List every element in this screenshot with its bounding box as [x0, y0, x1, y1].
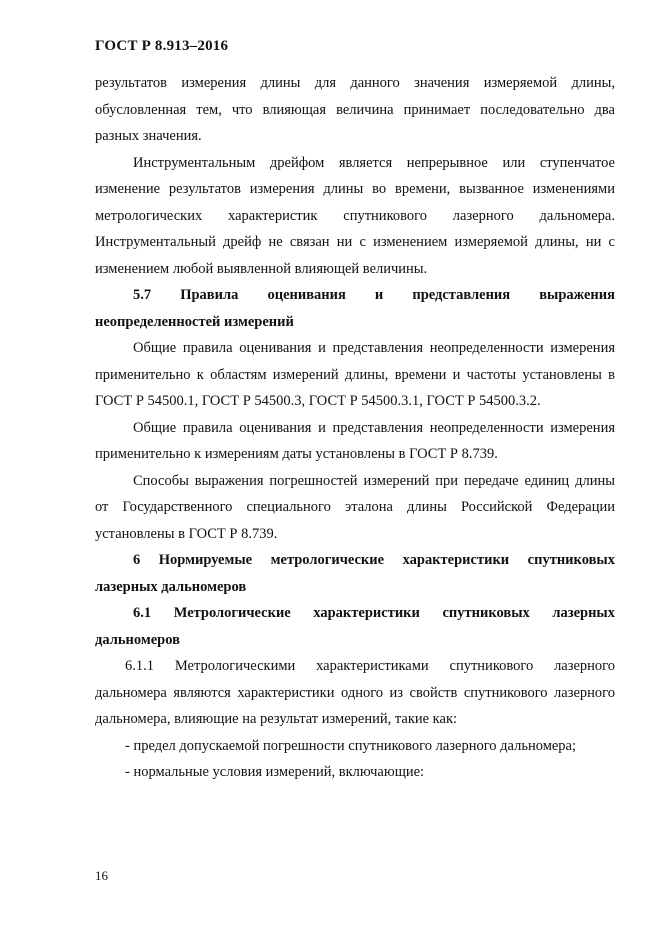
document-body — [95, 70, 615, 786]
paragraph-instrumental-drift: Инструментальным дрейфом является непрерывное или ступенчатое изменение результатов измерения длины во времени, вызванное изменениями метрологических характеристик спутникового лазерного дальномера. Инструментальный дрейф не связан ни с изменением измеряемой длины, ни с изменением любой выявленной влияющей величины. — [95, 154, 615, 277]
list-item: - предел допускаемой погрешности спутникового лазерного дальномера; — [125, 737, 577, 754]
paragraph-6-1-1: 6.1.1 Метрологическими характеристиками спутникового лазерного дальномера являются характеристики одного из свойств спутникового лазерного дальномера, влияющие на результат измерений, такие как: — [95, 658, 615, 727]
paragraph-error-expression: Способы выражения погрешностей измерений при передаче единиц длины от Государственного специального эталона длины Российской Федерации установлены в ГОСТ Р 8.739. — [95, 472, 615, 542]
page-number: 16 — [95, 868, 108, 883]
section-heading-6-1: 6.1 Метрологические характеристики спутниковых лазерных дальномеров — [95, 605, 615, 648]
section-heading-5-7: 5.7 Правила оценивания и представления выражения неопределенностей измерений — [95, 287, 615, 330]
document-header: ГОСТ Р 8.913–2016 — [95, 38, 229, 54]
list-item: - нормальные условия измерений, включающие: — [125, 764, 425, 780]
paragraph-date-rules: Общие правила оценивания и представления неопределенности измерения применительно к измерениям даты установлены в ГОСТ Р 8.739. — [95, 419, 615, 462]
section-heading-6: 6 Нормируемые метрологические характеристики спутниковых лазерных дальномеров — [95, 552, 615, 595]
paragraph-uncertainty-rules: Общие правила оценивания и представления неопределенности измерения применительно к областям измерений длины, времени и частоты установлены в ГОСТ Р 54500.1, ГОСТ Р 54500.3, ГОСТ Р 54500.3.1, ГОСТ Р 54500.3.2. — [95, 340, 615, 409]
paragraph-continuation: результатов измерения длины для данного значения измеряемой длины, обусловленная тем, что влияющая величина принимает последовательно два разных значения. — [95, 75, 615, 144]
